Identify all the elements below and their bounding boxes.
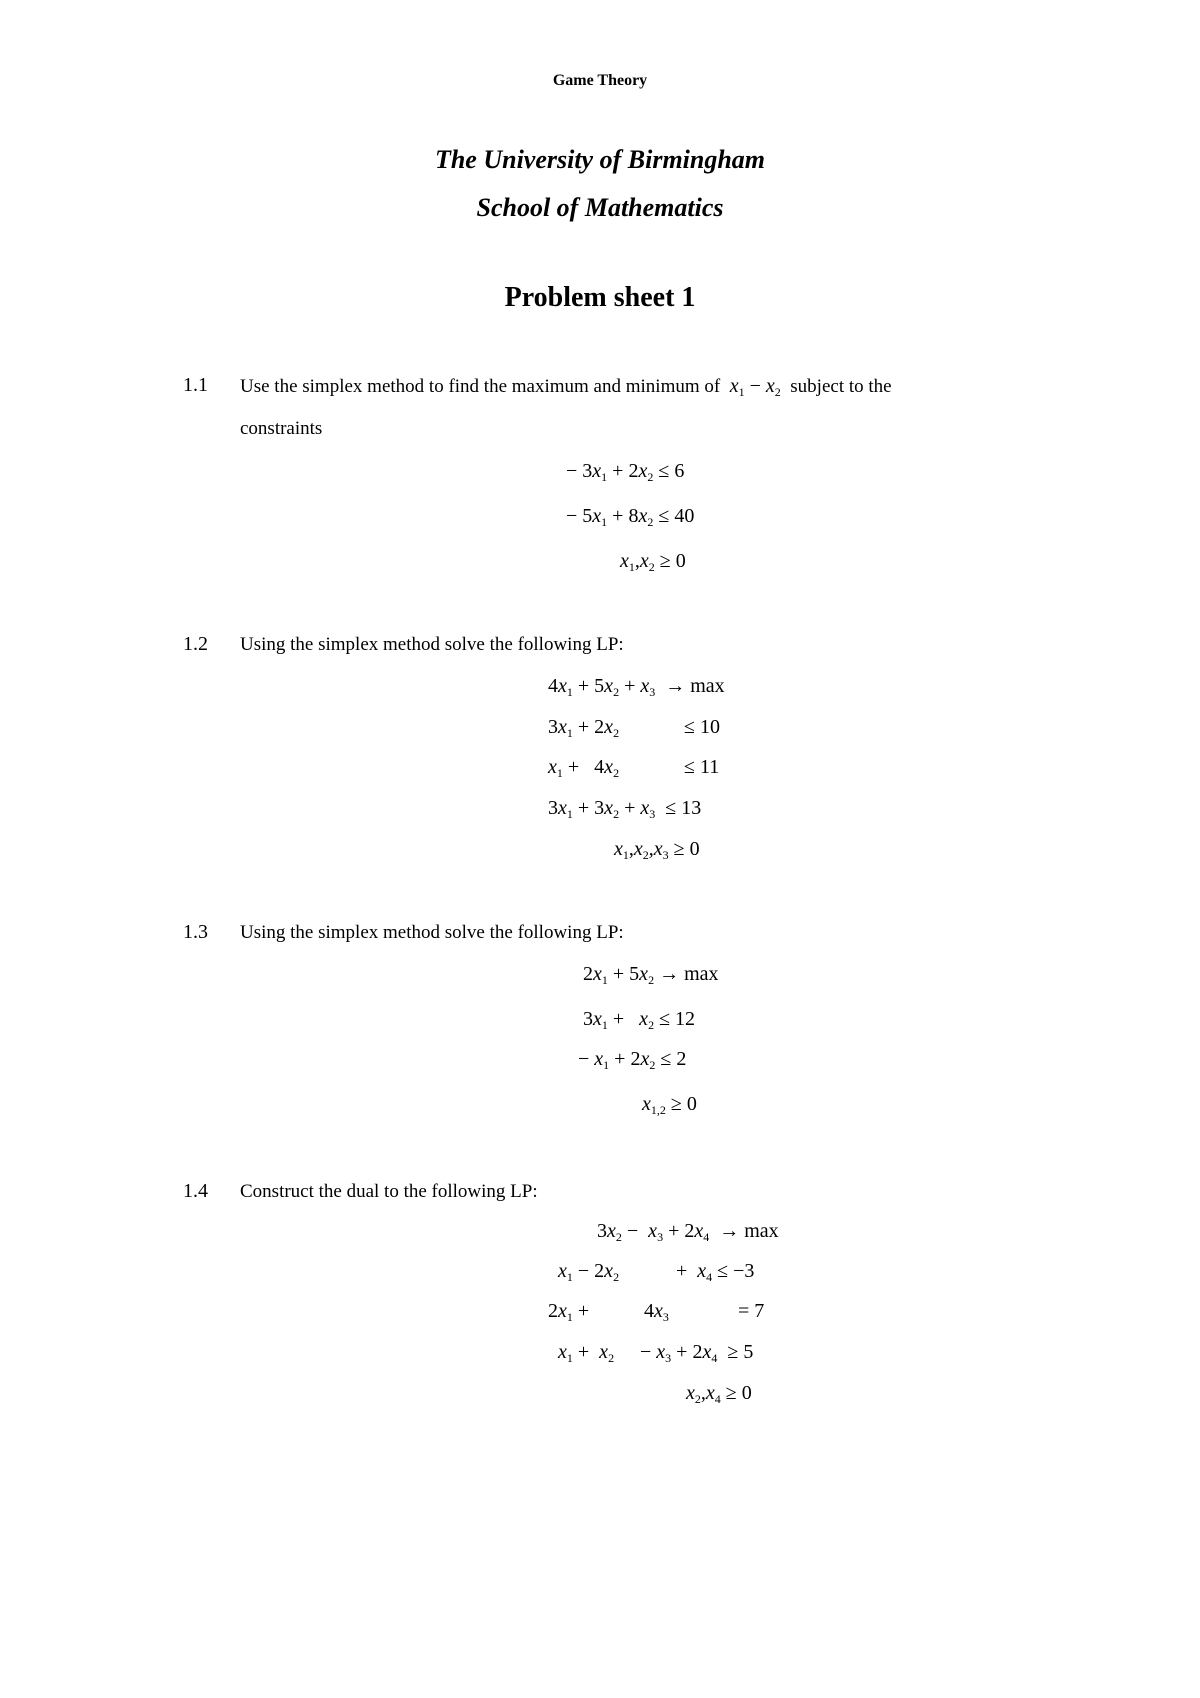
problem-text: Using the simplex method solve the following LP: (240, 634, 624, 655)
problem-text-line2: constraints (240, 418, 323, 439)
constraint: − $x_1 + 2x_2 \le 2$ (578, 1048, 687, 1072)
problem-text-line: Use the simplex method to find the maximum and minimum of (240, 376, 721, 397)
problem-number: 1.1 (183, 374, 208, 396)
problem-number: 1.4 (183, 1180, 208, 1202)
constraint: $3x_1 + 2x_2$ (548, 716, 620, 740)
constraint-rest: + $x_4 \le -3$ (676, 1260, 755, 1284)
university-name: The University of Birmingham (434, 145, 766, 174)
sheet-title: Problem sheet 1 (504, 282, 696, 313)
constraint: $x_1 + 4x_2$ (548, 756, 620, 780)
constraint-rest: $4x_3$ (644, 1300, 669, 1324)
constraint: $x_1 + x_2$ (558, 1341, 615, 1365)
objective-line: $2x_1 + 5x_2 \to \max$ (583, 963, 719, 987)
constraint: $x_1,x_2 \ge 0$ (620, 550, 686, 574)
objective-line: $3x_2 - x_3 + 2x_4 \to \max$ (597, 1220, 779, 1244)
constraint: − $3x_1 + 2x_2 \le 6$ (566, 460, 685, 484)
constraint: $x_1 - 2x_2$ (558, 1260, 620, 1284)
problem-text-tail: subject to the (790, 376, 892, 397)
problem-text: Construct the dual to the following LP: (240, 1181, 538, 1202)
school-name: School of Mathematics (476, 193, 724, 222)
problem-text: Using the simplex method solve the following LP: (240, 922, 624, 943)
constraint-rest: − $x_3 + 2x_4 \ge 5$ (640, 1341, 754, 1365)
constraint: $3x_1 + 3x_2 + x_3 \le 13$ (548, 797, 702, 821)
constraint-rhs: ≤ 11 (684, 756, 720, 778)
constraint: − $5x_1 + 8x_2 \le 40$ (566, 505, 695, 529)
constraint: $x_1,x_2,x_3 \ge 0$ (614, 838, 700, 862)
constraint-rhs: ≤ 10 (684, 716, 720, 738)
constraint: $2x_1$ + (548, 1300, 590, 1324)
constraint: $3x_1 + x_2 \le 12$ (583, 1008, 696, 1032)
objective-expression: $x_1 - x_2$ (729, 375, 781, 399)
constraint: $x_2,x_4 \ge 0$ (686, 1382, 752, 1406)
constraint-rhs: = 7 (738, 1300, 765, 1322)
constraint: $x_{1,2} \ge 0$ (642, 1093, 697, 1117)
problem-text (240, 375, 892, 398)
problem-number: 1.2 (183, 633, 208, 655)
running-title: Game Theory (552, 72, 648, 89)
problem-number: 1.3 (183, 921, 208, 943)
objective-line: $4x_1 + 5x_2 + x_3 \to \max$ (548, 675, 725, 699)
